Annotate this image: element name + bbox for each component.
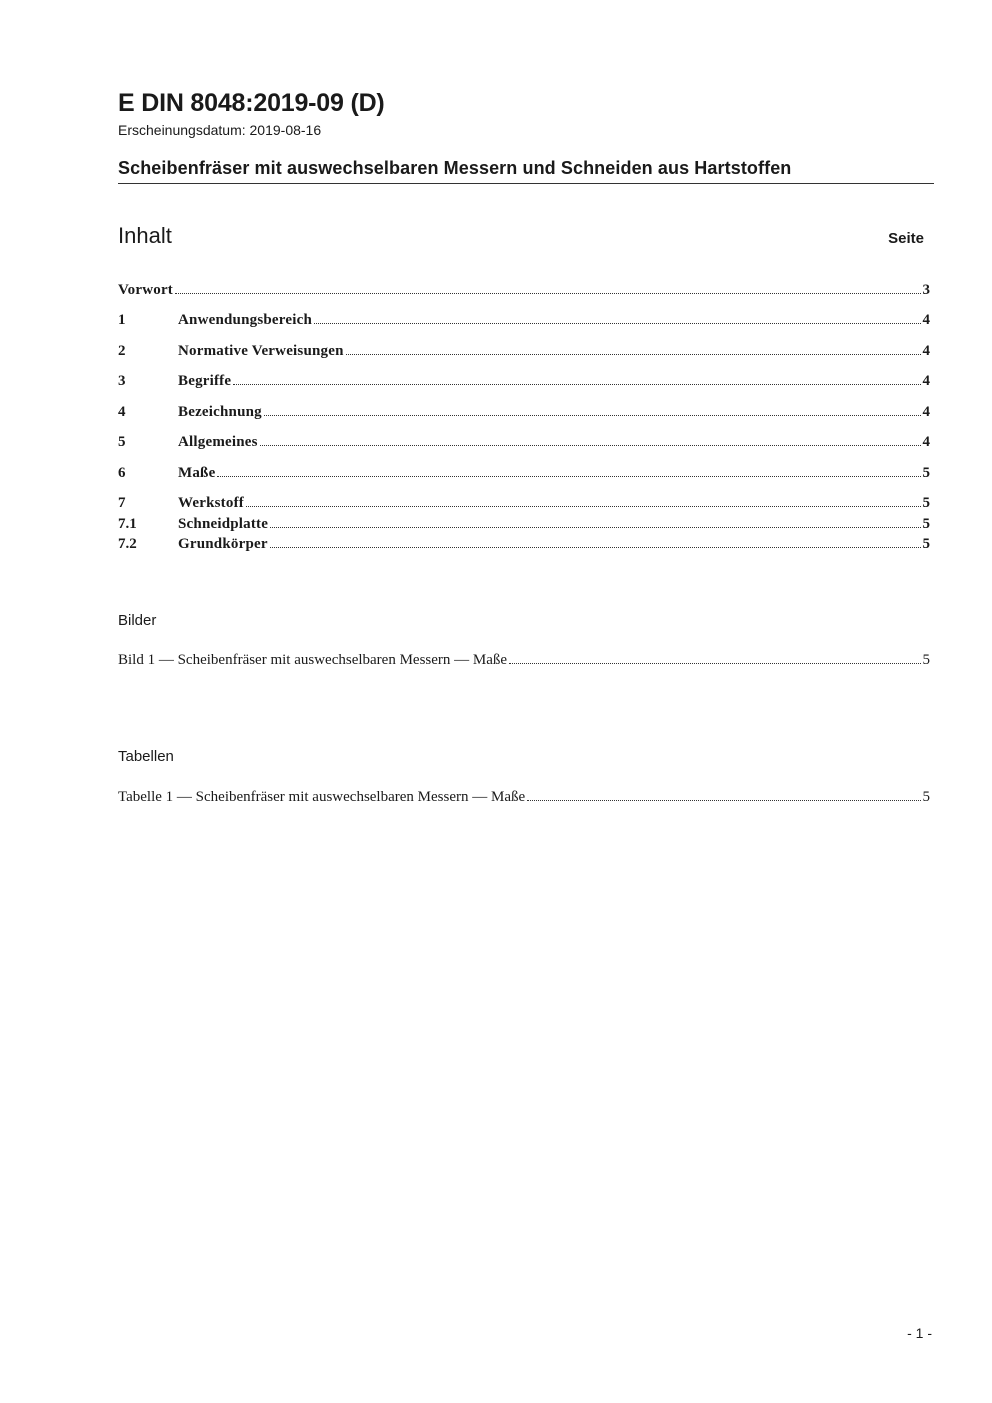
toc-entry-label: Allgemeines	[178, 434, 258, 450]
figure-entry-label: Bild 1 — Scheibenfräser mit auswechselbaren Messern — Maße	[118, 652, 508, 668]
leader-dots	[270, 527, 920, 528]
leader-dots	[175, 293, 921, 294]
leader-dots	[270, 547, 921, 548]
toc-entry-label: Begriffe	[178, 373, 232, 389]
document-id: E DIN 8048:2019-09 (D)	[118, 89, 385, 117]
toc-entry-7-1[interactable]	[118, 515, 930, 533]
toc-heading: Inhalt	[118, 223, 172, 248]
toc-entry-6[interactable]	[118, 464, 930, 482]
toc-entry-label: Werkstoff	[178, 495, 244, 511]
toc-entry-number: 4	[118, 404, 126, 420]
toc-entry-label: Grundkörper	[178, 536, 268, 552]
table-entry-page: 5	[922, 789, 930, 805]
toc-entry-page: 4	[922, 343, 930, 359]
title-divider	[118, 183, 934, 184]
toc-entry-7-2[interactable]	[118, 535, 930, 553]
toc-entry-label: Bezeichnung	[178, 404, 262, 420]
toc-entry-4[interactable]	[118, 403, 930, 421]
page-column-label: Seite	[888, 230, 924, 247]
toc-entry-page: 4	[922, 373, 930, 389]
table-entry-label: Tabelle 1 — Scheibenfräser mit auswechselbaren Messern — Maße	[118, 789, 526, 805]
toc-entry-label: Normative Verweisungen	[178, 343, 344, 359]
toc-entry-5[interactable]	[118, 433, 930, 451]
leader-dots	[233, 384, 920, 385]
toc-entry-number: 7	[118, 495, 126, 511]
leader-dots	[260, 445, 921, 446]
tables-heading: Tabellen	[118, 748, 174, 765]
toc-entry-number: 7.2	[118, 536, 137, 552]
toc-entry-number: 7.1	[118, 516, 137, 532]
leader-dots	[527, 800, 920, 801]
toc-entry-page: 4	[922, 404, 930, 420]
leader-dots	[246, 506, 921, 507]
page-number: - 1 -	[907, 1325, 932, 1341]
toc-entry-page: 5	[922, 495, 930, 511]
toc-entry-page: 4	[922, 434, 930, 450]
toc-entry-3[interactable]	[118, 372, 930, 390]
toc-entry-number: 5	[118, 434, 126, 450]
leader-dots	[217, 476, 920, 477]
toc-entry-2[interactable]	[118, 342, 930, 360]
toc-entry-number: 1	[118, 312, 126, 328]
figure-entry-page: 5	[922, 652, 930, 668]
leader-dots	[509, 663, 920, 664]
toc-entry-page: 5	[922, 536, 930, 552]
toc-entry-7[interactable]	[118, 494, 930, 512]
toc-entry-number: 3	[118, 373, 126, 389]
toc-entry-page: 4	[922, 312, 930, 328]
toc-entry-number: 6	[118, 465, 126, 481]
document-title: Scheibenfräser mit auswechselbaren Messern und Schneiden aus Hartstoffen	[118, 158, 792, 178]
toc-entry-page: 3	[922, 282, 930, 298]
toc-entry-vorwort[interactable]	[118, 281, 930, 299]
figure-entry-1[interactable]	[118, 651, 930, 669]
leader-dots	[346, 354, 921, 355]
toc-entry-page: 5	[922, 465, 930, 481]
leader-dots	[314, 323, 921, 324]
toc-entry-label: Maße	[178, 465, 216, 481]
publication-date: Erscheinungsdatum: 2019-08-16	[118, 122, 322, 138]
leader-dots	[264, 415, 921, 416]
toc-entry-page: 5	[922, 516, 930, 532]
table-entry-1[interactable]	[118, 788, 930, 806]
toc-entry-label: Anwendungsbereich	[178, 312, 312, 328]
toc-entry-label: Schneidplatte	[178, 516, 269, 532]
toc-entry-1[interactable]	[118, 311, 930, 329]
toc-entry-number: 2	[118, 343, 126, 359]
figures-heading: Bilder	[118, 612, 157, 629]
toc-entry-label: Vorwort	[118, 282, 173, 298]
